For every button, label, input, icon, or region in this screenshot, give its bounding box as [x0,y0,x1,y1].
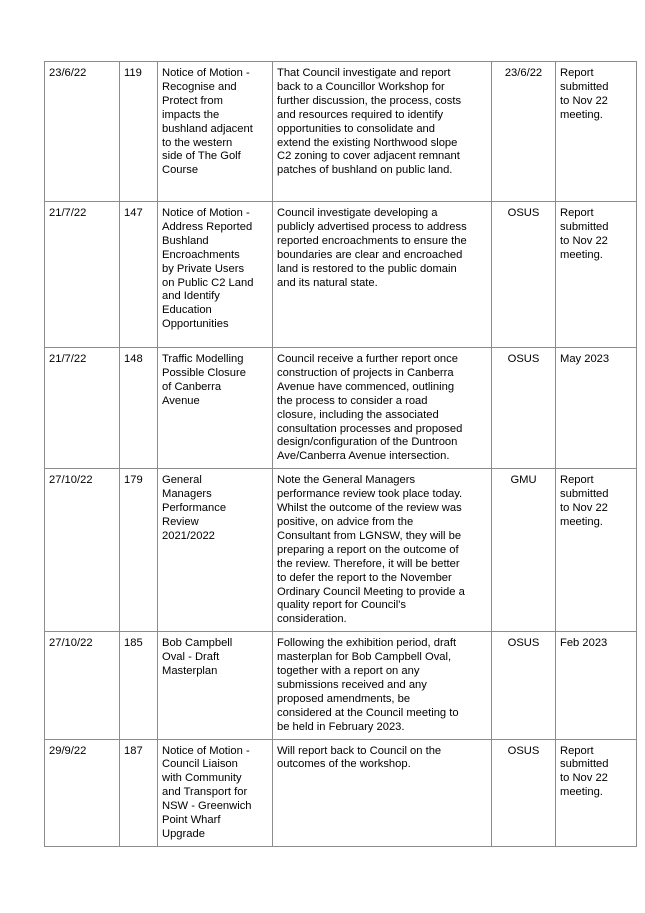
date-cell: 27/10/22 [45,469,120,632]
subject-line: Encroachments [162,248,240,261]
subject-cell [158,348,273,469]
resolution-line: the process to consider a road [277,394,428,407]
resolution-line: Whilst the outcome of the review was [277,502,462,515]
subject-line: Review [162,515,199,528]
resolution-cell [273,62,492,202]
resolution-cell [273,348,492,469]
subject-cell [158,62,273,202]
subject-cell [158,739,273,846]
resolution-line: proposed amendments, be [277,692,411,705]
status-line: meeting. [560,108,603,121]
table-row [45,469,637,632]
resolution-line: land is restored to the public domain [277,262,457,275]
resolution-cell [273,202,492,348]
subject-line: Bob Campbell [162,637,233,650]
status-line: May 2023 [560,353,610,365]
item-number-cell: 148 [120,348,158,469]
date-cell: 29/9/22 [45,739,120,846]
resolution-line: construction of projects in Canberra [277,366,454,379]
resolution-line: opportunities to consolidate and [277,122,435,135]
subject-line: by Private Users [162,262,245,275]
subject-line: NSW - Greenwich [162,800,252,813]
item-number-cell: 179 [120,469,158,632]
date-cell: 21/7/22 [45,348,120,469]
responsible-cell: OSUS [492,202,556,348]
subject-line: Notice of Motion - [162,67,250,79]
resolution-line: positive, on advice from the [277,515,414,528]
subject-line: Point Wharf [162,814,221,827]
status-line: to Nov 22 [560,502,608,515]
table-row [45,632,637,739]
resolution-line: Will report back to Council on the [277,744,442,757]
subject-cell [158,202,273,348]
subject-line: of Canberra [162,380,222,393]
status-line: to Nov 22 [560,94,608,107]
resolution-line: together with a report on any [277,665,420,678]
subject-line: Managers [162,488,212,501]
status-line: submitted [560,488,609,501]
subject-line: Address Reported [162,220,253,233]
resolution-line: extend the existing Northwood slope [277,136,458,149]
subject-line: with Community [162,772,242,785]
resolution-line: boundaries are clear and encroached [277,248,463,261]
resolution-line: design/configuration of the Duntroon [277,436,458,449]
resolution-line: to defer the report to the November [277,571,452,584]
resolution-line: and its natural state. [277,276,378,289]
resolution-line: Avenue have commenced, outlining [277,380,455,393]
subject-line: Performance [162,502,227,515]
resolution-line: quality report for Council's [277,599,406,612]
status-cell [556,348,637,469]
resolution-line: considered at the Council meeting to [277,706,459,719]
subject-cell [158,632,273,739]
resolution-line: masterplan for Bob Campbell Oval, [277,651,452,664]
table-row [45,62,637,202]
resolution-line: publicly advertised process to address [277,220,467,233]
resolution-line: performance review took place today. [277,488,463,501]
resolution-line: outcomes of the workshop. [277,758,411,771]
resolution-cell [273,632,492,739]
subject-line: and Transport for [162,786,248,799]
subject-line: Council Liaison [162,758,238,771]
status-line: submitted [560,758,609,771]
resolution-line: and resources required to identify [277,108,444,121]
resolution-line: submissions received and any [277,678,427,691]
status-line: Report [560,744,594,757]
date-cell: 27/10/22 [45,632,120,739]
subject-line: General [162,474,202,487]
resolution-line: Council receive a further report once [277,353,458,365]
subject-line: side of The Golf [162,150,241,163]
status-line: to Nov 22 [560,234,608,247]
subject-line: Notice of Motion - [162,207,250,219]
subject-line: Recognise and [162,80,237,93]
subject-line: Avenue [162,394,200,407]
subject-line: on Public C2 Land [162,276,254,289]
resolution-line: That Council investigate and report [277,67,451,79]
item-number-cell: 185 [120,632,158,739]
responsible-cell: 23/6/22 [492,62,556,202]
table-body [45,62,637,847]
status-line: submitted [560,80,609,93]
status-cell [556,469,637,632]
subject-line: and Identify [162,290,220,303]
date-cell: 23/6/22 [45,62,120,202]
resolution-line: Council investigate developing a [277,207,438,219]
status-line: Report [560,474,594,487]
subject-line: Notice of Motion - [162,744,250,757]
table-row [45,739,637,846]
resolution-line: back to a Councillor Workshop for [277,80,445,93]
resolution-cell [273,469,492,632]
subject-line: Possible Closure [162,366,246,379]
subject-line: Bushland [162,234,209,247]
resolution-line: consideration. [277,613,347,626]
subject-line: 2021/2022 [162,529,215,542]
resolution-line: Consultant from LGNSW, they will be [277,529,462,542]
item-number-cell: 147 [120,202,158,348]
subject-cell [158,469,273,632]
status-line: submitted [560,220,609,233]
table-row [45,202,637,348]
item-number-cell: 119 [120,62,158,202]
status-cell [556,62,637,202]
resolution-line: preparing a report on the outcome of [277,543,459,556]
resolution-line: further discussion, the process, costs [277,94,462,107]
status-line: meeting. [560,786,603,799]
resolution-cell [273,739,492,846]
status-line: Feb 2023 [560,637,608,650]
subject-line: Protect from [162,94,223,107]
subject-line: Opportunities [162,318,229,331]
resolutions-table [44,61,637,847]
date-cell: 21/7/22 [45,202,120,348]
subject-line: Education [162,304,212,317]
subject-line: Masterplan [162,665,218,678]
resolution-line: consultation processes and proposed [277,422,463,435]
subject-line: bushland adjacent [162,122,253,135]
responsible-cell: GMU [492,469,556,632]
resolution-line: patches of bushland on public land. [277,164,453,177]
status-cell [556,202,637,348]
status-line: to Nov 22 [560,772,608,785]
resolution-line: be held in February 2023. [277,720,405,733]
responsible-cell: OSUS [492,348,556,469]
resolution-line: Following the exhibition period, draft [277,637,457,650]
status-cell [556,632,637,739]
status-line: Report [560,207,594,219]
resolution-line: reported encroachments to ensure the [277,234,467,247]
status-cell [556,739,637,846]
subject-line: Course [162,164,199,177]
resolution-line: the review. Therefore, it will be better [277,557,460,570]
subject-line: Traffic Modelling [162,353,244,365]
subject-line: impacts the [162,108,220,121]
subject-line: to the western [162,136,233,149]
responsible-cell: OSUS [492,739,556,846]
status-line: meeting. [560,515,603,528]
subject-line: Upgrade [162,828,205,840]
resolution-line: Note the General Managers [277,474,416,487]
table-row [45,348,637,469]
status-line: meeting. [560,248,603,261]
resolution-line: C2 zoning to cover adjacent remnant [277,150,460,163]
resolution-line: closure, including the associated [277,408,439,421]
resolution-line: Ordinary Council Meeting to provide a [277,585,465,598]
subject-line: Oval - Draft [162,651,220,664]
status-line: Report [560,67,594,79]
responsible-cell: OSUS [492,632,556,739]
resolution-line: Ave/Canberra Avenue intersection. [277,450,450,463]
item-number-cell: 187 [120,739,158,846]
